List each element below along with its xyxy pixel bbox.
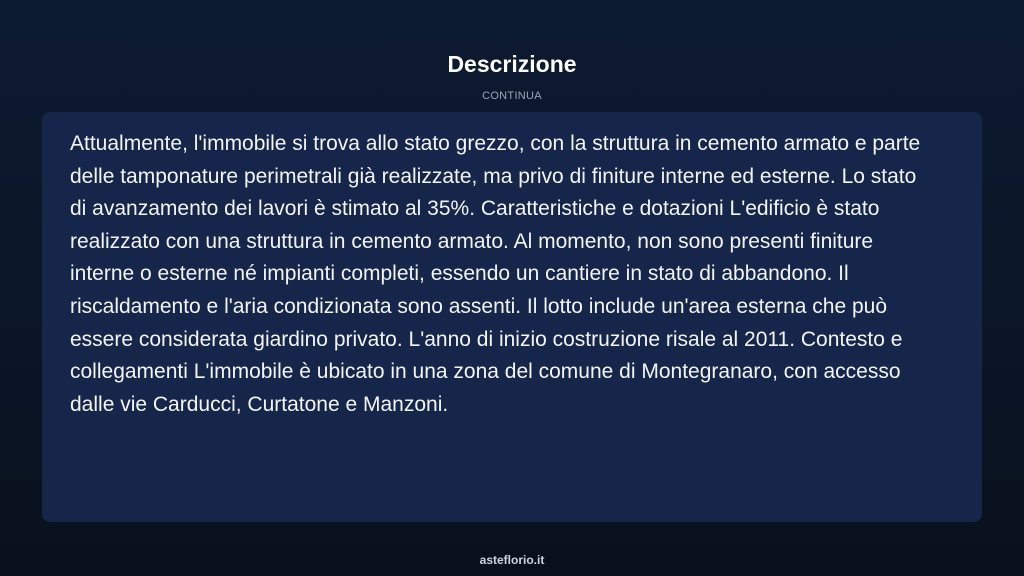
continued-label: CONTINUA	[482, 90, 542, 102]
description-text: Attualmente, l'immobile si trova allo stato grezzo, con la struttura in cemento armato e parte delle tamponature perimetrali già realizzate, ma privo di finiture interne ed esterne. Lo stato di avanzamento dei lavori è stimato al 35%. Caratteristiche e dotazioni L'edificio è stato realizzato con una struttura in cemento armato. Al momento, non sono presenti finiture interne o esterne né impianti completi, essendo un cantiere in stato di abbandono. Il riscaldamento e l'aria condizionata sono assenti. Il lotto include un'area esterna che può essere considerata giardino privato. L'anno di inizio costruzione risale al 2011. Contesto e collegamenti L'immobile è ubicato in una zona del comune di Montegranaro, con accesso dalle vie Carducci, Curtatone e Manzoni.	[70, 132, 921, 416]
description-card	[42, 112, 982, 522]
page-title: Descrizione	[447, 51, 577, 77]
footer-bar	[0, 544, 1024, 576]
footer-site-label: asteflorio.it	[479, 553, 545, 567]
